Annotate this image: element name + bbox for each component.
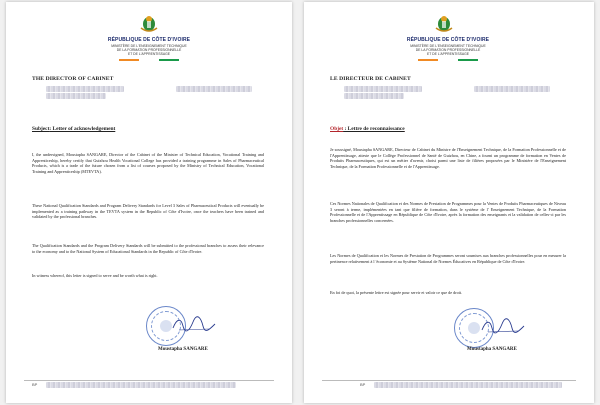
subject-text: : Lettre de reconnaissance (343, 126, 405, 132)
redacted-text (344, 86, 422, 92)
republic-title: RÉPUBLIQUE DE CÔTE D'IVOIRE (107, 37, 191, 43)
ministry-name (378, 44, 518, 56)
subject-label: Subject (32, 126, 50, 132)
letter-page-french (304, 2, 594, 403)
redacted-text (374, 382, 562, 388)
redacted-text (46, 382, 236, 388)
letter-page-english (6, 2, 292, 403)
ministry-line: DE LA FORMATION PROFESSIONNELLE (415, 48, 481, 52)
body-paragraph: Je soussigné, Moustapha SANGARE, Directeur de Cabinet du Ministre de l'Enseignement Technique, de la Formation Professionnelle et de l'Apprentissage, atteste que le Collège Professionnel de Santé de Guizhou, en Chine, a fourni un programme de formation en Ventes de Produits Pharmaceutiques, qui est un métier d'avenir, choisi parmi une liste de filières proposées par le Ministère de l'Enseignement Technique, de la Formation Professionnelle et de l'Apprentissage. (330, 147, 566, 169)
signer-name: Moustapha SANGARE (158, 347, 208, 352)
subject-text: : Letter of acknowledgement (49, 126, 116, 132)
flag-stripe (418, 59, 478, 61)
subject-line (32, 126, 115, 132)
subject-line (330, 126, 405, 132)
coat-of-arms-icon (433, 12, 455, 34)
body-paragraph: Les Normes de Qualification et les Normes de Prestation de Programmes seront soumises aux branches professionnelles pour en mesurer la pertinence relativement à l 'économie et au Système National de Normes Éducatives en République de Côte d'Ivoire. (330, 253, 566, 264)
redacted-text (474, 86, 550, 92)
footer-bp: BP (360, 382, 366, 387)
republic-title: RÉPUBLIQUE DE CÔTE D'IVOIRE (406, 37, 490, 43)
signer-name: Moustapha SANGARE (467, 347, 517, 352)
director-title: THE DIRECTOR OF CABINET (32, 76, 114, 82)
director-title: LE DIRECTEUR DE CABINET (330, 76, 411, 82)
body-paragraph: Ces Normes Nationales de Qualification et des Normes de Prestation de Programmes pour la Ventes de Produits Pharmaceutiques de Niveau 3 seront à terme, implémentées en tant que filière de formation, dans le système de l' Enseignement Technique, de la Formation Professionnelle et de l'Apprentissage en République de Côte d'Ivoire, après la formation des enseignants et la validation de celles-ci par les branches professionnelles concernées. (330, 201, 566, 223)
footer-divider (322, 380, 576, 381)
coat-of-arms-icon (138, 12, 160, 34)
ministry-line: MINISTÈRE DE L'ENSEIGNEMENT TECHNIQUE (111, 44, 187, 48)
closing-paragraph: En foi de quoi, la présente lettre est signée pour servir et valoir ce que de droit. (330, 290, 463, 295)
redacted-text (176, 86, 252, 92)
ministry-line: ET DE L'APPRENTISSAGE (127, 52, 171, 56)
closing-paragraph: In witness whereof, this letter is signed to serve and be worth what is right. (32, 273, 158, 278)
body-paragraph: These National Qualification Standards and Program Delivery Standards for Level 3 Sales of Pharmaceutical Products will eventually be implemented as a training pathway in the TEVTA system in the Republic of Côte d'Ivoire, once the teachers have been trained and validated by the professional branches. (32, 203, 264, 220)
subject-label: Objet (330, 126, 344, 132)
handwritten-signature (171, 314, 217, 336)
ministry-line: DE LA FORMATION PROFESSIONNELLE (116, 48, 182, 52)
body-paragraph: The Qualification Standards and the Program Delivery Standards will be submitted to the professional branches to assess their relevance to the economy and to the National System of Educational Standards in the Republic of Côte d'Ivoire. (32, 243, 264, 254)
body-paragraph: I, the undersigned, Moustapha SANGARE, Director of the Cabinet of the Minister of Technical Education, Vocational Training and Apprenticeship, hereby certify that Guizhou Health Vocational College has provided a training programme in Sales of Pharmaceutical Products, which is a trade of the future chosen from a list of courses proposed by the Ministry of Technical Education, Vocational Training and Apprenticeship (MTEVTA). (32, 152, 264, 174)
redacted-text (46, 86, 124, 92)
redacted-text (46, 93, 106, 99)
flag-stripe (119, 59, 179, 61)
handwritten-signature (480, 316, 526, 338)
footer-divider (24, 380, 274, 381)
ministry-name (79, 44, 219, 56)
redacted-text (344, 93, 404, 99)
ministry-line: ET DE L'APPRENTISSAGE (426, 52, 470, 56)
footer-bp: BP (32, 382, 38, 387)
ministry-line: MINISTÈRE DE L'ENSEIGNEMENT TECHNIQUE (410, 44, 486, 48)
